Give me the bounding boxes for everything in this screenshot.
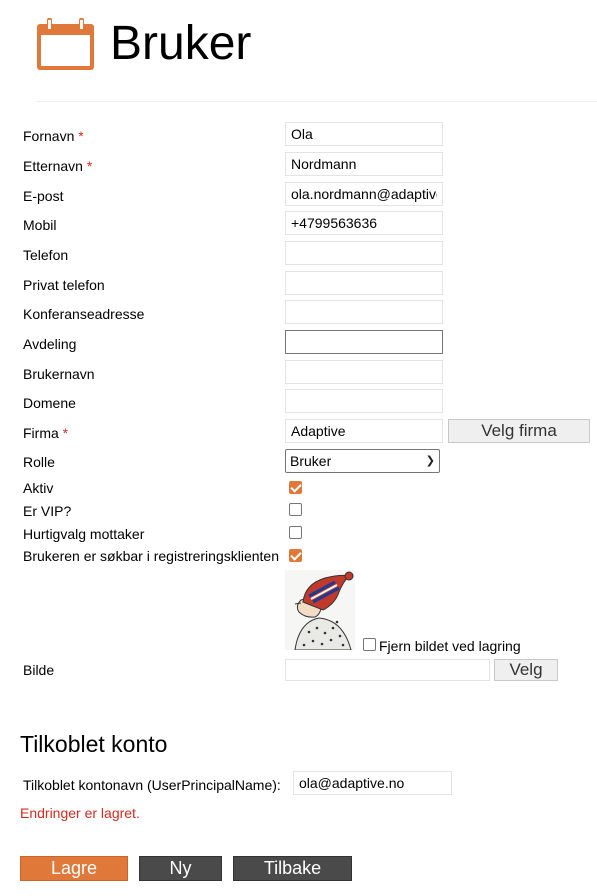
telefon-input[interactable] <box>285 241 443 265</box>
mobil-input[interactable] <box>285 211 443 235</box>
domene-input[interactable] <box>285 389 443 413</box>
fornavn-label <box>23 127 84 145</box>
back-button[interactable]: Tilbake <box>233 856 352 881</box>
brukernavn-label: Brukernavn <box>23 366 95 382</box>
tilkoblet-konto-heading: Tilkoblet konto <box>20 731 168 757</box>
calendar-icon <box>35 16 97 78</box>
firma-input[interactable] <box>285 419 443 443</box>
etternavn-required-mark: * <box>86 158 93 174</box>
epost-label: E-post <box>23 188 64 204</box>
rolle-select[interactable] <box>285 449 440 473</box>
konferanseadresse-label: Konferanseadresse <box>23 306 145 322</box>
tilkoblet-kontonavn-label: Tilkoblet kontonavn (UserPrincipalName): <box>23 777 281 793</box>
fornavn-input[interactable] <box>285 122 443 146</box>
brukernavn-input[interactable] <box>285 360 443 384</box>
firma-label <box>23 424 68 442</box>
firma-label-text: Firma <box>23 425 59 441</box>
privat-telefon-label: Privat telefon <box>23 277 105 293</box>
header-divider <box>36 101 597 102</box>
bilde-file-input[interactable] <box>285 659 490 681</box>
avdeling-label: Avdeling <box>23 336 77 352</box>
mobil-label: Mobil <box>23 217 57 233</box>
privat-telefon-input[interactable] <box>285 271 443 295</box>
fornavn-required-mark: * <box>78 128 84 144</box>
rolle-label: Rolle <box>23 454 55 470</box>
etternavn-input[interactable] <box>285 152 443 176</box>
page-title: Bruker <box>110 17 252 70</box>
fjern-bildet-checkbox[interactable] <box>363 638 376 651</box>
er-vip-checkbox[interactable] <box>289 503 302 516</box>
bilde-label: Bilde <box>23 662 55 678</box>
telefon-label: Telefon <box>23 247 69 263</box>
aktiv-checkbox[interactable] <box>289 481 302 494</box>
rolle-selected-value: Bruker <box>290 453 332 469</box>
tilkoblet-kontonavn-input[interactable] <box>293 771 452 795</box>
aktiv-label: Aktiv <box>23 480 54 496</box>
status-message: Endringer er lagret. <box>20 805 140 821</box>
er-vip-label: Er VIP? <box>23 503 72 519</box>
fjern-bildet-label: Fjern bildet ved lagring <box>379 638 521 654</box>
etternavn-label <box>23 157 92 175</box>
sokbar-checkbox[interactable] <box>289 549 302 562</box>
save-button[interactable]: Lagre <box>20 856 128 881</box>
hurtigvalg-label: Hurtigvalg mottaker <box>23 526 145 542</box>
profile-picture <box>285 570 355 655</box>
avdeling-input[interactable] <box>285 330 443 354</box>
domene-label: Domene <box>23 395 76 411</box>
firma-required-mark: * <box>62 425 69 441</box>
etternavn-label-text: Etternavn <box>23 158 83 174</box>
fornavn-label-text: Fornavn <box>23 128 75 144</box>
velg-bilde-button[interactable]: Velg <box>494 659 558 681</box>
epost-input[interactable] <box>285 182 443 206</box>
konferanseadresse-input[interactable] <box>285 300 443 324</box>
sokbar-label: Brukeren er søkbar i registreringsklienten <box>23 548 279 564</box>
new-button[interactable]: Ny <box>139 856 222 881</box>
chevron-down-icon: ❯ <box>425 455 435 467</box>
velg-firma-button[interactable]: Velg firma <box>448 419 590 443</box>
hurtigvalg-checkbox[interactable] <box>289 526 302 539</box>
